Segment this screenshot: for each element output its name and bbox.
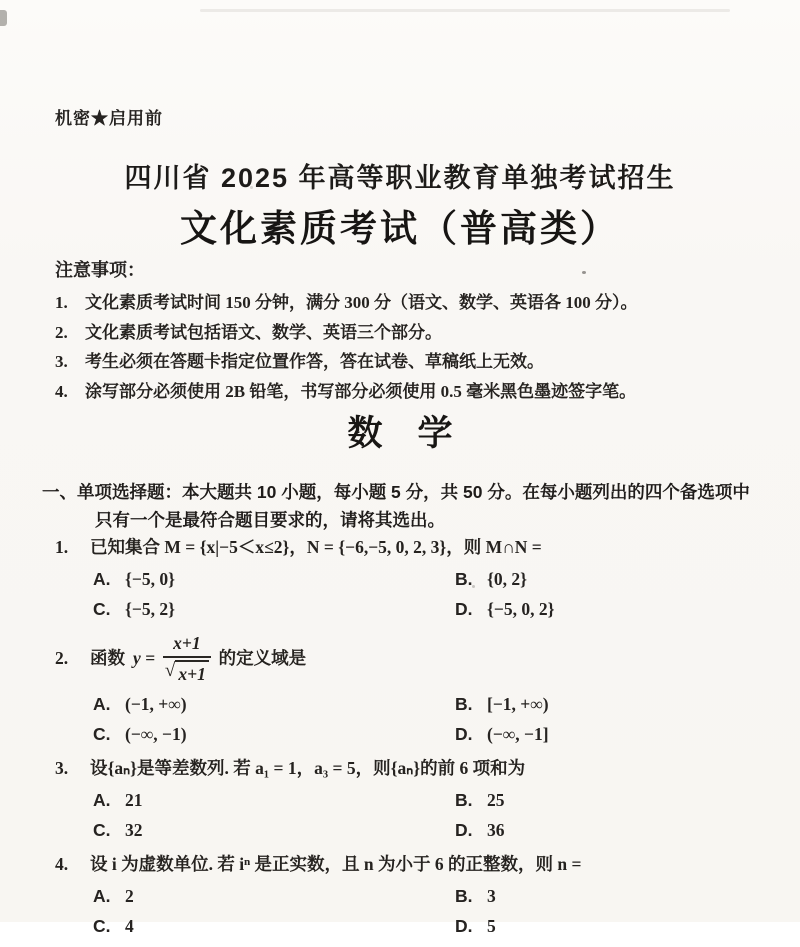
option-text: {−5, 0, 2} xyxy=(487,599,555,619)
option-letter: D. xyxy=(455,820,473,840)
option-letter: D. xyxy=(455,599,473,619)
question-3 xyxy=(55,755,760,843)
option-b xyxy=(455,566,760,592)
subject-title: 数 学 xyxy=(347,414,453,453)
note-item xyxy=(55,288,750,318)
options-grid xyxy=(55,883,760,939)
exam-title-line2: 文化素质考试（普高类） xyxy=(180,208,620,249)
note-text: 文化素质考试包括语文、数学、英语三个部分。 xyxy=(85,322,442,342)
note-item xyxy=(55,377,750,407)
option-a xyxy=(93,787,455,813)
equation-lhs: y = xyxy=(133,647,156,668)
note-number: 2. xyxy=(55,322,68,342)
option-letter: A. xyxy=(93,886,111,906)
scan-edge-artifact xyxy=(0,10,7,26)
question-stem-pre: 函数 xyxy=(90,647,125,668)
note-number: 3. xyxy=(55,352,68,371)
option-text: {−5, 0} xyxy=(125,569,176,589)
fraction xyxy=(163,631,210,686)
option-c xyxy=(93,913,455,939)
notes-heading: 注意事项： xyxy=(55,260,145,280)
fraction-denominator xyxy=(165,658,209,686)
question-stem: 已知集合 M = {x|−5＜x≤2}，N = {−6,−5, 0, 2, 3}，则 M∩N = xyxy=(90,537,542,557)
exam-title-line1: 四川省 2025 年高等职业教育单独考试招生 xyxy=(124,163,676,193)
question-number: 3. xyxy=(55,758,69,778)
section-heading-line1: 一、单项选择题：本大题共 10 小题，每小题 5 分，共 50 分。在每小题列出的四个备选项中 xyxy=(42,482,750,502)
question-4 xyxy=(55,851,760,939)
option-letter: A. xyxy=(93,694,111,714)
option-a xyxy=(93,566,455,592)
option-c xyxy=(93,817,455,843)
section-heading xyxy=(42,478,760,534)
options-grid xyxy=(55,566,760,622)
question-1 xyxy=(55,534,760,622)
option-letter: B. xyxy=(455,569,473,589)
question-number: 4. xyxy=(55,854,69,874)
option-text: {0, 2} xyxy=(487,569,528,589)
option-d xyxy=(455,596,760,622)
option-letter: B. xyxy=(455,886,473,906)
option-d xyxy=(455,913,760,939)
option-letter: C. xyxy=(93,724,111,744)
option-letter: A. xyxy=(93,790,111,810)
option-c xyxy=(93,721,455,747)
option-c xyxy=(93,596,455,622)
option-text: 32 xyxy=(125,820,143,840)
note-text: 文化素质考试时间 150 分钟，满分 300 分（语文、数学、英语各 100 分）。 xyxy=(85,293,638,312)
option-letter: D. xyxy=(455,916,473,936)
note-item xyxy=(55,347,750,377)
question-number: 2. xyxy=(55,647,69,668)
option-text: (−∞, −1) xyxy=(125,724,187,744)
option-text: 5 xyxy=(487,916,496,936)
option-letter: B. xyxy=(455,694,473,714)
option-letter: C. xyxy=(93,599,111,619)
option-text: 3 xyxy=(487,886,496,906)
option-b xyxy=(455,691,760,717)
option-letter: B. xyxy=(455,790,473,810)
question-number: 1. xyxy=(55,537,69,557)
question-stem: 设{aₙ}是等差数列. 若 a₁ = 1，a₃ = 5，则{aₙ}的前 6 项和为 xyxy=(90,758,526,778)
option-letter: C. xyxy=(93,820,111,840)
option-text: 21 xyxy=(125,790,143,810)
option-text: 2 xyxy=(125,886,134,906)
option-letter: A. xyxy=(93,569,111,589)
section-heading-line2: 只有一个是最符合题目要求的，请将其选出。 xyxy=(95,510,445,530)
option-letter: D. xyxy=(455,724,473,744)
note-item xyxy=(55,318,750,348)
question-list xyxy=(55,534,760,947)
option-text: (−1, +∞) xyxy=(125,694,187,714)
security-classification-label: 机密★启用前 xyxy=(55,109,163,128)
option-text: {−5, 2} xyxy=(125,599,176,619)
scan-edge-artifact xyxy=(200,9,730,12)
note-number: 4. xyxy=(55,381,68,401)
note-text: 考生必须在答题卡指定位置作答，答在试卷、草稿纸上无效。 xyxy=(85,352,544,371)
options-grid xyxy=(55,691,760,747)
question-stem: 设 i 为虚数单位. 若 iⁿ 是正实数，且 n 为小于 6 的正整数，则 n = xyxy=(90,854,582,874)
option-b xyxy=(455,787,760,813)
radicand: x+1 xyxy=(175,660,208,686)
option-text: 4 xyxy=(125,916,134,936)
option-letter: C. xyxy=(93,916,111,936)
option-b xyxy=(455,883,760,909)
option-d xyxy=(455,721,760,747)
radical-sign-icon: √ xyxy=(164,659,176,681)
option-a xyxy=(93,691,455,717)
options-grid xyxy=(55,787,760,843)
option-text: 25 xyxy=(487,790,505,810)
note-number: 1. xyxy=(55,293,68,312)
fraction-numerator: x+1 xyxy=(163,631,210,658)
notes-section xyxy=(55,256,750,406)
option-a xyxy=(93,883,455,909)
question-stem-post: 的定义域是 xyxy=(218,647,307,668)
option-text: [−1, +∞) xyxy=(487,694,549,714)
option-d xyxy=(455,817,760,843)
option-text: (−∞, −1] xyxy=(487,724,549,744)
question-2 xyxy=(55,630,760,747)
option-text: 36 xyxy=(487,820,505,840)
note-text: 涂写部分必须使用 2B 铅笔，书写部分必须使用 0.5 毫米黑色墨迹签字笔。 xyxy=(85,381,637,401)
